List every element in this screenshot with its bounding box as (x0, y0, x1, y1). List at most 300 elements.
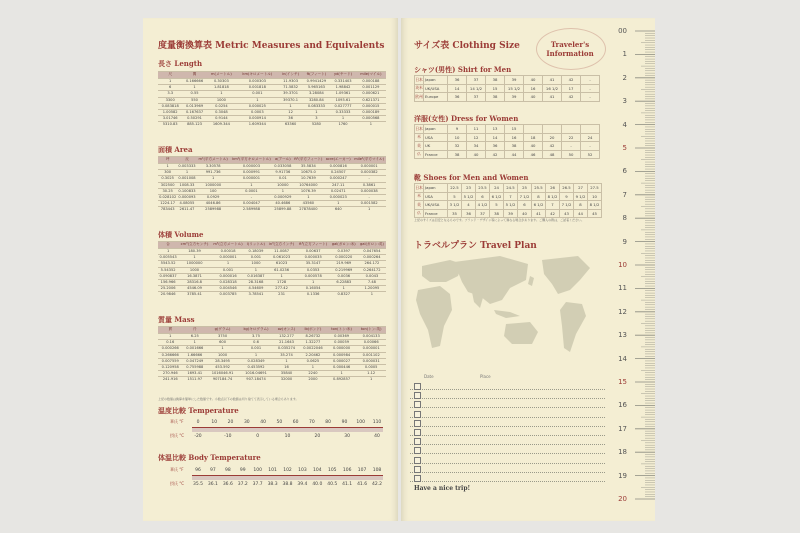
table-cell: 0.16054 (297, 286, 330, 292)
size-cell: 英 (415, 201, 424, 210)
table-header-cell: 間 (182, 72, 206, 79)
table-cell: 3785.41 (178, 292, 211, 298)
table-cell: 0.02471 (324, 188, 352, 194)
fahrenheit-tick: 103 (298, 468, 307, 473)
plan-line[interactable] (410, 398, 605, 399)
area-title: 面積 Area (158, 145, 193, 154)
table-cell: 0.001582 (352, 201, 386, 207)
size-row (415, 125, 600, 134)
table-cell: 1 (236, 97, 279, 103)
table-cell: 1000000 (197, 182, 230, 188)
table-cell: 1 (274, 358, 299, 364)
size-cell: 仏 (415, 150, 424, 159)
size-cell: 7 (504, 192, 518, 201)
size-cell: 8 1/2 (546, 192, 560, 201)
size-row (415, 201, 602, 210)
table-cell: 3280.84 (303, 97, 331, 103)
table-cell: 0.24507 (324, 170, 352, 176)
table-cell: 1 (267, 273, 297, 279)
fahrenheit-tick: 99 (239, 468, 246, 473)
table-cell: 0.000220 (330, 255, 358, 261)
table-cell: 0.000093 (178, 195, 196, 200)
plan-line[interactable] (410, 453, 605, 454)
size-cell: 英米 (415, 84, 424, 93)
table-cell: 0.000991 (230, 170, 273, 176)
table-cell: 0.000016 (211, 273, 246, 279)
plan-line[interactable] (410, 435, 605, 436)
table-header-cell: a(アール) (273, 157, 292, 164)
size-cell: 38 (505, 142, 524, 151)
plan-checkbox[interactable] (414, 420, 421, 427)
table-cell: 0.033058 (274, 164, 292, 168)
table-header-cell: gal(ガロン:米) (330, 242, 358, 249)
size-cell: 40 (524, 76, 543, 85)
table-cell: 16 (274, 365, 299, 371)
table-cell: 0.0929 (197, 195, 230, 201)
fahrenheit-tick: 110 (372, 420, 382, 425)
mass-title: 質量 Mass (158, 315, 195, 324)
plan-checkbox[interactable] (414, 438, 421, 445)
table-header-cell: acre(エーカー) (324, 157, 352, 164)
table-cell: 0.0036 (330, 273, 358, 279)
table-cell: 1.20095 (358, 286, 386, 292)
table-cell: 0.166666 (182, 79, 206, 85)
size-row (415, 93, 600, 102)
size-cell: 10 (588, 192, 602, 201)
table-cell: 277.42 (267, 286, 297, 292)
celsius-tick: 0 (256, 434, 260, 439)
shoes-table (414, 183, 602, 218)
plan-line[interactable] (410, 426, 605, 427)
table-cell: 0.003785 (211, 292, 246, 298)
size-cell: 44 (574, 209, 588, 218)
size-cell: 42 (562, 93, 581, 102)
table-cell: 0.120958 (158, 365, 183, 371)
table-header-row (158, 242, 386, 249)
fahrenheit-tick: 80 (325, 420, 332, 425)
table-cell: 1016.04691 (238, 371, 274, 377)
shoes-title: 靴 Shoes for Men and Women (414, 173, 529, 182)
table-cell: 5280 (303, 122, 331, 128)
table-cell: 4.08055 (177, 201, 196, 207)
table-cell: 247.11 (324, 182, 352, 188)
plan-checkbox[interactable] (414, 429, 421, 436)
size-cell: 42 (543, 142, 562, 151)
table-cell: 11.9303 (279, 79, 303, 85)
table-cell: 1 (158, 79, 182, 85)
table-cell: 0.000031 (356, 358, 386, 364)
size-cell: Europe (424, 93, 448, 102)
size-cell: 22 (562, 133, 581, 142)
size-row (415, 184, 602, 193)
table-header-row (158, 157, 386, 164)
size-row (415, 84, 600, 93)
size-cell: 36 (486, 142, 505, 151)
size-cell: 9 1/2 (574, 192, 588, 201)
table-cell: 0.027777 (330, 103, 356, 109)
size-cell: 5 (448, 192, 462, 201)
ruler-number: 9 (622, 237, 627, 246)
table-cell: 43560 (293, 201, 325, 207)
table-cell: 28316.8 (178, 280, 211, 286)
table-header-cell: 坪 (158, 157, 177, 164)
volume-title: 体積 Volume (158, 230, 204, 239)
indonesia-shape (494, 310, 520, 318)
length-table (158, 71, 386, 128)
size-cell: 39 (505, 93, 524, 102)
table-header-cell: 斤 (183, 327, 208, 334)
ruler-number: 7 (622, 190, 627, 199)
table-cell: 0.083818 (158, 103, 182, 109)
table-cell: 0.001 (236, 91, 279, 97)
shirt-table (414, 75, 600, 102)
plan-checkbox[interactable] (414, 411, 421, 418)
size-cell: 14 1/2 (467, 84, 486, 93)
table-cell: 1 (358, 292, 386, 298)
table-cell: 270.946 (158, 371, 183, 377)
celsius-tick: 40.5 (327, 482, 338, 487)
size-cell: 18 (524, 133, 543, 142)
table-cell: 907184.74 (207, 377, 238, 383)
length-title: 長さ Length (158, 59, 203, 68)
size-cell: 38 (448, 150, 467, 159)
ruler-number: 5 (622, 144, 627, 152)
fahrenheit-tick: 106 (342, 468, 352, 473)
table-cell: 0.000578 (297, 273, 330, 279)
size-row (415, 76, 600, 85)
size-cell: 日本 (415, 184, 424, 193)
size-cell: 8 (574, 201, 588, 210)
table-cell: 1 (330, 116, 356, 122)
table-cell: 1 (279, 103, 303, 109)
size-cell: 8 (532, 192, 546, 201)
scale-bar (192, 427, 383, 432)
table-cell: 1016046.91 (207, 371, 238, 377)
size-cell: 52 (581, 150, 600, 159)
table-cell: 5.965163 (303, 85, 331, 91)
table-cell: 39370.1 (279, 97, 303, 103)
table-cell: 1224.17 (158, 201, 177, 207)
size-cell: 24 (490, 184, 504, 193)
celsius-label: 摂氏 °C (170, 433, 185, 438)
table-cell: 231 (267, 292, 297, 298)
fahrenheit-tick: 30 (243, 420, 250, 425)
plan-checkbox[interactable] (414, 401, 421, 408)
celsius-tick: 36.6 (222, 482, 233, 487)
size-cell: 36 (448, 76, 467, 85)
size-cell: 38 (486, 76, 505, 85)
table-cell: 3300 (158, 97, 182, 103)
table-cell: 1609.344 (207, 122, 236, 128)
size-cell: - (581, 76, 600, 85)
dress-table (414, 124, 600, 159)
plan-line[interactable] (410, 463, 605, 464)
size-cell: 44 (505, 150, 524, 159)
table-cell: 0.331403 (330, 79, 356, 85)
fahrenheit-tick: 50 (276, 420, 283, 425)
size-cell: - (581, 142, 600, 151)
size-cell: 40 (518, 209, 532, 218)
table-cell: 241.916 (158, 377, 183, 383)
table-cell: 10675.0 (293, 170, 325, 176)
table-cell: 11.0087 (267, 249, 297, 255)
table-cell: 0.8327 (330, 292, 358, 298)
measures-title: 度量衡換算表 Metric Measures and Equivalents (158, 41, 385, 51)
ruler-number: 14 (618, 354, 627, 363)
size-cell: 26 (546, 184, 560, 193)
body-temperature-scale (170, 466, 385, 496)
table-cell: 0.9144 (207, 116, 236, 122)
table-header-cell: ton(トン:米) (327, 327, 357, 334)
table-cell: 35.3147 (297, 261, 330, 267)
table-cell: 0.55 (182, 91, 206, 97)
table-header-cell: 尺 (158, 72, 182, 79)
table-cell: 1728 (267, 280, 297, 286)
size-cell: 5 1/2 (462, 192, 476, 201)
fahrenheit-tick: 98 (224, 468, 231, 473)
plan-line[interactable] (410, 472, 605, 473)
table-cell: 0.6 (238, 340, 274, 346)
table-cell: 1000 (245, 261, 266, 267)
table-cell: 1 (230, 182, 273, 188)
clothing-title: サイズ表 Clothing Size (414, 41, 520, 51)
size-cell: 4 1/2 (476, 201, 490, 210)
table-cell: 3.78541 (245, 292, 266, 298)
table-cell: 0.30303 (207, 79, 236, 85)
size-cell: 46 (524, 150, 543, 159)
table-cell: 0.0022046 (299, 346, 327, 352)
table-cell: 0.000247 (324, 176, 352, 182)
table-cell: 6 (158, 85, 182, 91)
north-america-shape (542, 256, 590, 294)
table-cell: 991.736 (197, 170, 230, 176)
plan-line[interactable] (410, 481, 605, 482)
table-header-cell: km²(平方キロメートル) (230, 157, 273, 164)
size-cell: 7 1/2 (560, 201, 574, 210)
table-cell: 39.3701 (279, 91, 303, 97)
table-cell: 1 (273, 188, 292, 194)
size-cell: 45 (588, 209, 602, 218)
table-cell: 1693.41 (183, 371, 208, 377)
size-cell: 24.5 (504, 184, 518, 193)
table-header-cell: yd(ヤード) (330, 72, 356, 79)
ruler-number: 16 (618, 401, 627, 410)
table-cell: - (352, 176, 386, 182)
shoes-note: 上記のサイズは目安となるものです。ブランド・デザイン等によって異なる場合があります。ご購入の際は、ご試着ください。 (414, 218, 585, 222)
plan-checkbox[interactable] (414, 392, 421, 399)
plan-checkbox[interactable] (414, 466, 421, 473)
table-header-cell: ft³(立方フィート) (297, 242, 330, 249)
table-cell: 0.016387 (245, 273, 266, 279)
table-cell: 0.50291 (182, 116, 206, 122)
size-cell: 英 (415, 142, 424, 151)
size-cell: 36 (462, 209, 476, 218)
table-cell: 0.000446 (327, 365, 357, 371)
table-cell: 16.3871 (178, 273, 211, 279)
fahrenheit-tick: 108 (372, 468, 382, 473)
plan-checkbox[interactable] (414, 475, 421, 482)
table-cell: 6.22883 (330, 280, 358, 286)
celsius-tick: 40.0 (312, 482, 323, 487)
table-cell: 1008.33 (177, 182, 196, 188)
table-header-row (158, 327, 386, 334)
table-cell: 0.3048 (207, 110, 236, 116)
scale-bar (192, 475, 383, 480)
table-cell: 3.28084 (303, 91, 331, 97)
table-cell: 1760 (330, 122, 356, 128)
size-cell: 16 (524, 84, 543, 93)
size-cell: 12 (467, 133, 486, 142)
size-cell: 35 (448, 209, 462, 218)
celsius-tick: 36.1 (207, 482, 218, 487)
table-cell: 0.000816 (324, 164, 352, 170)
size-cell: 39 (505, 76, 524, 85)
table-header-cell: 貫 (158, 327, 183, 334)
size-cell: 41 (543, 93, 562, 102)
ruler-number: 12 (618, 307, 627, 316)
size-cell: 27 (574, 184, 588, 193)
table-cell: 0.000621 (356, 91, 386, 97)
plan-line[interactable] (410, 444, 605, 445)
table-cell: 1.32277 (299, 340, 327, 346)
plan-line[interactable] (410, 407, 605, 408)
table-cell: 0.266666 (158, 352, 183, 358)
fahrenheit-tick: 97 (210, 468, 216, 473)
fahrenheit-tick: 107 (357, 468, 367, 473)
table-cell: 7.48 (358, 280, 386, 286)
size-cell: 25.5 (532, 184, 546, 193)
table-cell: 0.001 (238, 346, 274, 352)
table-cell: 3.75 (238, 334, 274, 340)
table-cell: 1.00582 (158, 110, 182, 116)
celsius-tick: 38.3 (267, 482, 278, 487)
table-cell: 0.00059 (327, 340, 357, 346)
ruler-number: 18 (618, 448, 627, 457)
size-cell: 15 1/2 (505, 84, 524, 93)
fahrenheit-label: 華氏 °F (170, 419, 184, 424)
ruler-number: 6 (622, 167, 627, 176)
japan-shape (528, 276, 534, 286)
table-cell: 0.01 (273, 176, 292, 182)
size-cell: 24 (581, 133, 600, 142)
table-cell: 1 (183, 340, 208, 346)
table-cell: 30.25 (158, 188, 177, 194)
plan-checkbox[interactable] (414, 383, 421, 390)
plan-line[interactable] (410, 417, 605, 418)
table-cell: 0.000035 (297, 255, 330, 261)
size-cell: 15 (486, 84, 505, 93)
table-cell: 36 (279, 116, 303, 122)
table-header-cell: ton(トン:英) (356, 327, 386, 334)
table-cell: 0.9941429 (303, 79, 331, 85)
fahrenheit-tick: 60 (292, 420, 299, 425)
size-cell (562, 125, 581, 134)
temperature-scale (170, 418, 385, 448)
plan-date-label: Date (424, 374, 434, 379)
table-header-cell: m³(立方メートル) (211, 242, 246, 249)
plan-checkbox[interactable] (414, 457, 421, 464)
table-cell: 6.25 (183, 334, 208, 340)
size-cell: 6 1/2 (532, 201, 546, 210)
table-row (158, 292, 386, 298)
table-cell: 264.172 (358, 261, 386, 267)
fahrenheit-tick: 10 (211, 420, 218, 425)
table-cell: 1 (299, 365, 327, 371)
table-header-cell: g(グラム) (207, 327, 238, 334)
fahrenheit-tick: 100 (253, 468, 262, 473)
table-header-cell: ft(フィート) (303, 72, 331, 79)
table-cell: - (352, 195, 386, 201)
fahrenheit-tick: 96 (195, 468, 201, 473)
size-cell: 6 (476, 192, 490, 201)
table-header-row (158, 72, 386, 79)
size-cell: 欧州 (415, 93, 424, 102)
table-cell: 1 (207, 91, 236, 97)
size-cell: 37 (467, 76, 486, 85)
size-cell: USA (424, 133, 448, 142)
size-cell: - (581, 93, 600, 102)
table-cell: 0.0001 (230, 188, 273, 194)
size-row (415, 192, 602, 201)
ruler-number: 4 (622, 120, 627, 129)
ruler-number: 1 (622, 50, 627, 59)
size-cell: 42 (486, 150, 505, 159)
table-cell: 0.001 (245, 255, 266, 261)
celsius-tick: 40 (374, 434, 380, 439)
table-cell: 25.2006 (158, 286, 178, 292)
fahrenheit-tick: 100 (356, 420, 366, 425)
fahrenheit-tick: 0 (196, 420, 200, 425)
size-cell: 15 (505, 125, 524, 134)
table-cell: 0.004133 (356, 334, 386, 340)
plan-checkbox[interactable] (414, 447, 421, 454)
table-row (158, 377, 386, 383)
size-cell: 40 (524, 93, 543, 102)
table-cell: 1 (303, 110, 331, 116)
size-cell: 17 (562, 84, 581, 93)
table-cell: 1000 (178, 267, 211, 273)
table-cell: 1.609344 (236, 122, 279, 128)
table-cell: 1093.61 (330, 97, 356, 103)
celsius-tick: 42.2 (371, 482, 383, 487)
celsius-tick: 38.8 (282, 482, 293, 487)
size-row (415, 133, 600, 142)
celsius-tick: 35.5 (192, 482, 204, 487)
table-cell: 132.277 (274, 334, 299, 340)
ruler-number: 2 (622, 73, 627, 82)
table-cell: 27878400 (293, 207, 325, 213)
table-cell: 1511.97 (183, 377, 208, 383)
size-cell: 39 (504, 209, 518, 218)
celsius-tick: 37.7 (252, 482, 263, 487)
table-cell: 0.000001 (211, 255, 246, 261)
travel-plan-title: トラベルプラン Travel Plan (414, 241, 537, 251)
table-cell: 219.969 (330, 261, 358, 267)
size-cell: France (424, 209, 448, 218)
table-cell: 1 (352, 207, 386, 213)
table-cell: 0.0397 (330, 249, 358, 255)
table-cell: 12 (279, 110, 303, 116)
table-cell: 0.00637 (297, 249, 330, 255)
plan-line[interactable] (410, 389, 605, 390)
fahrenheit-tick: 90 (341, 420, 348, 425)
table-header-cell: oz(オンス) (274, 327, 299, 334)
table-cell: 1 (238, 352, 274, 358)
ruler-number: 19 (618, 471, 627, 480)
fahrenheit-tick: 104 (313, 468, 322, 473)
table-cell: 300 (158, 170, 177, 176)
ruler-number: 10 (618, 261, 627, 269)
